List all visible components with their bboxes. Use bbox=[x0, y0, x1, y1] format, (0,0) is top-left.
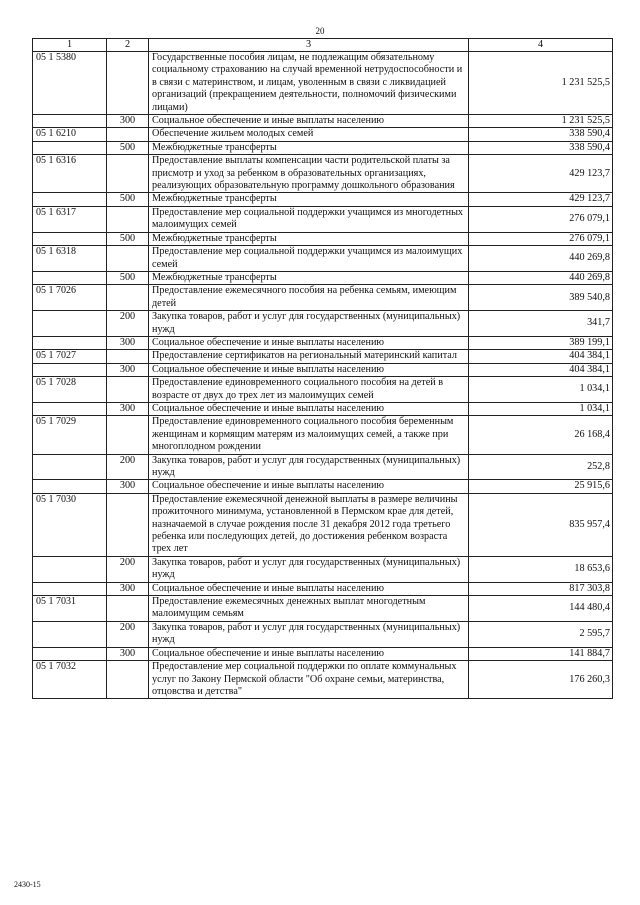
amount-cell: 1 034,1 bbox=[469, 402, 613, 415]
type-cell: 500 bbox=[107, 271, 149, 284]
description-cell: Закупка товаров, работ и услуг для государственных (муниципальных) нужд bbox=[149, 454, 469, 480]
code-cell: 05 1 7028 bbox=[33, 377, 107, 403]
code-cell bbox=[33, 232, 107, 245]
amount-cell: 1 034,1 bbox=[469, 377, 613, 403]
code-cell bbox=[33, 402, 107, 415]
amount-cell: 276 079,1 bbox=[469, 206, 613, 232]
description-cell: Предоставление мер социальной поддержки учащимся из малоимущих семей bbox=[149, 246, 469, 272]
description-cell: Социальное обеспечение и иные выплаты населению bbox=[149, 582, 469, 595]
amount-cell: 338 590,4 bbox=[469, 128, 613, 141]
description-cell: Предоставление ежемесячной денежной выплаты в размере величины прожиточного минимума, установленной в Пермском крае для детей, назначаемой в случае рождения после 31 декабря 2012 года третьего ребенка или последующих детей, до достижения ребенком возраста трех лет bbox=[149, 493, 469, 556]
description-cell: Социальное обеспечение и иные выплаты населению bbox=[149, 480, 469, 493]
table-row bbox=[33, 336, 613, 349]
type-cell: 200 bbox=[107, 621, 149, 647]
table-row bbox=[33, 402, 613, 415]
header-cell-1: 1 bbox=[33, 39, 107, 52]
code-cell: 05 1 7032 bbox=[33, 661, 107, 699]
type-cell: 500 bbox=[107, 232, 149, 245]
table-row bbox=[33, 556, 613, 582]
table-row bbox=[33, 416, 613, 454]
code-cell: 05 1 6317 bbox=[33, 206, 107, 232]
type-cell: 300 bbox=[107, 115, 149, 128]
table-row bbox=[33, 377, 613, 403]
amount-cell: 429 123,7 bbox=[469, 193, 613, 206]
table-row bbox=[33, 193, 613, 206]
description-cell: Предоставление сертификатов на региональный материнский капитал bbox=[149, 350, 469, 363]
type-cell bbox=[107, 596, 149, 622]
table-row bbox=[33, 582, 613, 595]
type-cell: 500 bbox=[107, 141, 149, 154]
type-cell bbox=[107, 493, 149, 556]
amount-cell: 389 540,8 bbox=[469, 285, 613, 311]
description-cell: Межбюджетные трансферты bbox=[149, 141, 469, 154]
type-cell bbox=[107, 350, 149, 363]
amount-cell: 176 260,3 bbox=[469, 661, 613, 699]
table-row bbox=[33, 661, 613, 699]
table-row bbox=[33, 454, 613, 480]
amount-cell: 1 231 525,5 bbox=[469, 115, 613, 128]
type-cell: 300 bbox=[107, 336, 149, 349]
code-cell bbox=[33, 141, 107, 154]
type-cell: 300 bbox=[107, 402, 149, 415]
description-cell: Предоставление ежемесячных денежных выплат многодетным малоимущим семьям bbox=[149, 596, 469, 622]
amount-cell: 817 303,8 bbox=[469, 582, 613, 595]
table-row bbox=[33, 155, 613, 193]
header-cell-3: 3 bbox=[149, 39, 469, 52]
type-cell: 500 bbox=[107, 193, 149, 206]
description-cell: Предоставление единовременного социального пособия беременным женщинам и кормящим матерям из малоимущих семей, а также при многоплодном рождении bbox=[149, 416, 469, 454]
code-cell bbox=[33, 621, 107, 647]
type-cell bbox=[107, 52, 149, 115]
description-cell: Социальное обеспечение и иные выплаты населению bbox=[149, 402, 469, 415]
amount-cell: 144 480,4 bbox=[469, 596, 613, 622]
code-cell: 05 1 7026 bbox=[33, 285, 107, 311]
code-cell bbox=[33, 271, 107, 284]
description-cell: Социальное обеспечение и иные выплаты населению bbox=[149, 336, 469, 349]
amount-cell: 404 384,1 bbox=[469, 350, 613, 363]
amount-cell: 440 269,8 bbox=[469, 246, 613, 272]
type-cell bbox=[107, 155, 149, 193]
type-cell bbox=[107, 416, 149, 454]
code-cell bbox=[33, 582, 107, 595]
code-cell bbox=[33, 311, 107, 337]
table-row bbox=[33, 363, 613, 376]
footer-code: 2430-15 bbox=[14, 880, 41, 889]
amount-cell: 141 884,7 bbox=[469, 647, 613, 660]
table-body bbox=[33, 52, 613, 699]
description-cell: Обеспечение жильем молодых семей bbox=[149, 128, 469, 141]
header-cell-4: 4 bbox=[469, 39, 613, 52]
code-cell: 05 1 5380 bbox=[33, 52, 107, 115]
type-cell: 300 bbox=[107, 480, 149, 493]
table-row bbox=[33, 493, 613, 556]
amount-cell: 276 079,1 bbox=[469, 232, 613, 245]
code-cell bbox=[33, 480, 107, 493]
page-number: 20 bbox=[315, 26, 325, 36]
description-cell: Предоставление мер социальной поддержки учащимся из многодетных малоимущих семей bbox=[149, 206, 469, 232]
code-cell: 05 1 7031 bbox=[33, 596, 107, 622]
amount-cell: 389 199,1 bbox=[469, 336, 613, 349]
type-cell: 300 bbox=[107, 647, 149, 660]
description-cell: Межбюджетные трансферты bbox=[149, 271, 469, 284]
code-cell bbox=[33, 193, 107, 206]
description-cell: Закупка товаров, работ и услуг для государственных (муниципальных) нужд bbox=[149, 556, 469, 582]
type-cell bbox=[107, 128, 149, 141]
amount-cell: 835 957,4 bbox=[469, 493, 613, 556]
description-cell: Социальное обеспечение и иные выплаты населению bbox=[149, 363, 469, 376]
table-row bbox=[33, 271, 613, 284]
amount-cell: 338 590,4 bbox=[469, 141, 613, 154]
description-cell: Закупка товаров, работ и услуг для государственных (муниципальных) нужд bbox=[149, 311, 469, 337]
table-row bbox=[33, 141, 613, 154]
description-cell: Межбюджетные трансферты bbox=[149, 232, 469, 245]
header-row bbox=[33, 39, 613, 52]
amount-cell: 1 231 525,5 bbox=[469, 52, 613, 115]
amount-cell: 25 915,6 bbox=[469, 480, 613, 493]
amount-cell: 18 653,6 bbox=[469, 556, 613, 582]
description-cell: Предоставление ежемесячного пособия на ребенка семьям, имеющим детей bbox=[149, 285, 469, 311]
table-row bbox=[33, 246, 613, 272]
type-cell: 300 bbox=[107, 363, 149, 376]
table-row bbox=[33, 647, 613, 660]
type-cell: 300 bbox=[107, 582, 149, 595]
table-row bbox=[33, 206, 613, 232]
description-cell: Социальное обеспечение и иные выплаты населению bbox=[149, 115, 469, 128]
type-cell: 200 bbox=[107, 454, 149, 480]
code-cell: 05 1 7027 bbox=[33, 350, 107, 363]
table-row bbox=[33, 621, 613, 647]
type-cell bbox=[107, 661, 149, 699]
amount-cell: 2 595,7 bbox=[469, 621, 613, 647]
description-cell: Социальное обеспечение и иные выплаты населению bbox=[149, 647, 469, 660]
table-row bbox=[33, 350, 613, 363]
table-row bbox=[33, 128, 613, 141]
budget-table bbox=[32, 38, 613, 699]
code-cell bbox=[33, 454, 107, 480]
amount-cell: 252,8 bbox=[469, 454, 613, 480]
amount-cell: 429 123,7 bbox=[469, 155, 613, 193]
type-cell bbox=[107, 246, 149, 272]
code-cell bbox=[33, 115, 107, 128]
table-row bbox=[33, 52, 613, 115]
amount-cell: 440 269,8 bbox=[469, 271, 613, 284]
code-cell: 05 1 7029 bbox=[33, 416, 107, 454]
code-cell: 05 1 7030 bbox=[33, 493, 107, 556]
table-row bbox=[33, 115, 613, 128]
header-cell-2: 2 bbox=[107, 39, 149, 52]
code-cell bbox=[33, 363, 107, 376]
code-cell bbox=[33, 336, 107, 349]
description-cell: Закупка товаров, работ и услуг для государственных (муниципальных) нужд bbox=[149, 621, 469, 647]
type-cell: 200 bbox=[107, 556, 149, 582]
description-cell: Предоставление мер социальной поддержки по оплате коммунальных услуг по Закону Пермской области "Об охране семьи, материнства, отцовства и детства" bbox=[149, 661, 469, 699]
table-row bbox=[33, 232, 613, 245]
description-cell: Предоставление выплаты компенсации части родительской платы за присмотр и уход за ребенком в образовательных организациях, реализующих образовательную программу дошкольного образования bbox=[149, 155, 469, 193]
table-row bbox=[33, 480, 613, 493]
amount-cell: 26 168,4 bbox=[469, 416, 613, 454]
table-row bbox=[33, 311, 613, 337]
code-cell: 05 1 6318 bbox=[33, 246, 107, 272]
description-cell: Государственные пособия лицам, не подлежащим обязательному социальному страхованию на случай временной нетрудоспособности и в связи с материнством, и лицам, уволенным в связи с ликвидацией организаций (прекращением деятельности, полномочий физическими лицами) bbox=[149, 52, 469, 115]
code-cell: 05 1 6316 bbox=[33, 155, 107, 193]
table-row bbox=[33, 285, 613, 311]
description-cell: Межбюджетные трансферты bbox=[149, 193, 469, 206]
type-cell bbox=[107, 206, 149, 232]
type-cell bbox=[107, 377, 149, 403]
amount-cell: 404 384,1 bbox=[469, 363, 613, 376]
table-row bbox=[33, 596, 613, 622]
code-cell: 05 1 6210 bbox=[33, 128, 107, 141]
code-cell bbox=[33, 556, 107, 582]
type-cell: 200 bbox=[107, 311, 149, 337]
type-cell bbox=[107, 285, 149, 311]
amount-cell: 341,7 bbox=[469, 311, 613, 337]
description-cell: Предоставление единовременного социального пособия на детей в возрасте от двух до трех лет из малоимущих семей bbox=[149, 377, 469, 403]
code-cell bbox=[33, 647, 107, 660]
